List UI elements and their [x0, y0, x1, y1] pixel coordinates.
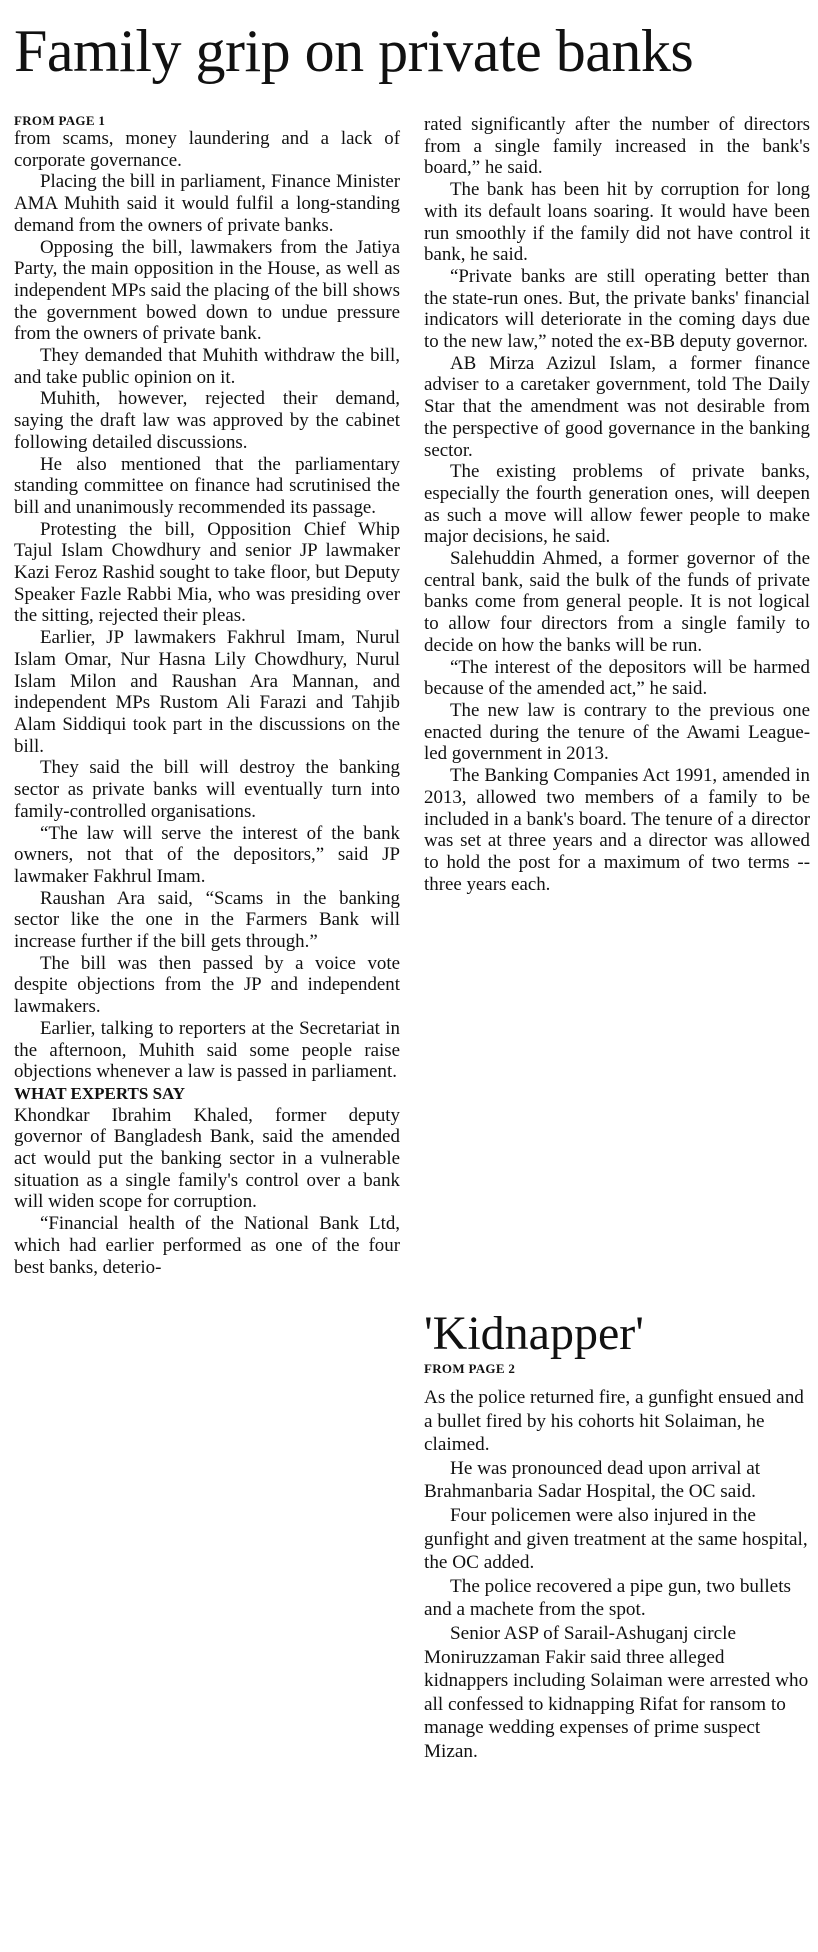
kidnapper-headline: 'Kidnapper' — [424, 1307, 644, 1360]
story-paragraph: from scams, money laundering and a lack of corporate governance. — [14, 128, 400, 171]
story-paragraph: Salehuddin Ahmed, a former governor of the central bank, said the bulk of the funds of private banks come from general people. It is not logical to allow four directors from a single family to decide on how the banks will be run. — [424, 548, 810, 656]
story-paragraph: Senior ASP of Sarail-Ashuganj circle Moniruzzaman Fakir said three alleged kidnappers including Solaiman were arrested who all confessed to kidnapping Rifat for ransom to manage wedding expenses of prime suspect Mizan. — [424, 1622, 809, 1762]
story-paragraph: “The interest of the depositors will be harmed because of the amended act,” he said. — [424, 656, 810, 700]
story-paragraph: Raushan Ara said, “Scams in the banking sector like the one in the Farmers Bank will increase further if the bill gets through.” — [14, 887, 400, 953]
main-story-left-column — [14, 114, 400, 1278]
story-paragraph: Muhith, however, rejected their demand, saying the draft law was approved by the cabinet following detailed discussions. — [14, 388, 400, 453]
story-paragraph: The bill was then passed by a voice vote despite objections from the JP and independent lawmakers. — [14, 952, 400, 1018]
story-paragraph: rated significantly after the number of directors from a single family increased in the bank's board,” he said. — [424, 114, 810, 179]
story-paragraph: They demanded that Muhith withdraw the bill, and take public opinion on it. — [14, 345, 400, 388]
story-paragraph: Placing the bill in parliament, Finance Minister AMA Muhith said it would fulfil a long-standing demand from the owners of private banks. — [14, 171, 400, 236]
kidnapper-story — [424, 1306, 810, 1764]
story-paragraph: The police recovered a pipe gun, two bullets and a machete from the spot. — [424, 1575, 791, 1621]
story-paragraph: “Private banks are still operating better than the state-run ones. But, the private banks' financial indicators will deteriorate in the coming days due to the new law,” noted the ex-BB deputy governor. — [424, 265, 810, 353]
main-story-kicker: FROM PAGE 1 — [14, 113, 106, 128]
kidnapper-kicker: FROM PAGE 2 — [424, 1361, 516, 1376]
story-paragraph: AB Mirza Azizul Islam, a former finance adviser to a caretaker government, told The Daily Star that the amendment was not desirable from the perspective of good governance in the banking sector. — [424, 352, 810, 461]
story-paragraph: The Banking Companies Act 1991, amended in 2013, allowed two members of a family to be included in a bank's board. The tenure of a director was set at three years and a director was allowed to hold the post for a maximum of two terms -- three years each. — [424, 765, 810, 895]
story-paragraph: Earlier, talking to reporters at the Secretariat in the afternoon, Muhith said some people raise objections whenever a law is passed in parliament. — [14, 1017, 400, 1083]
headline: Family grip on private banks — [14, 18, 694, 84]
story-paragraph: As the police returned fire, a gunfight ensued and a bullet fired by his cohorts hit Solaiman, he claimed. — [424, 1387, 804, 1456]
story-paragraph: Opposing the bill, lawmakers from the Jatiya Party, the main opposition in the House, as well as independent MPs said the placing of the bill shows the government bowed down to undue pressure from the owners of private bank. — [14, 236, 400, 345]
kidnapper-body — [424, 1386, 810, 1764]
section-subhead: WHAT EXPERTS SAY — [14, 1083, 186, 1103]
story-paragraph: They said the bill will destroy the banking sector as private banks will eventually turn into family-controlled organisations. — [14, 757, 400, 822]
story-paragraph: Protesting the bill, Opposition Chief Whip Tajul Islam Chowdhury and senior JP lawmaker Kazi Feroz Rashid sought to take floor, but Deputy Speaker Fazle Rabbi Mia, who was presiding over the sitting, rejected their pleas. — [14, 518, 400, 627]
story-paragraph: “The law will serve the interest of the bank owners, not that of the depositors,” said JP lawmaker Fakhrul Imam. — [14, 822, 400, 887]
story-paragraph: Four policemen were also injured in the gunfight and given treatment at the same hospital, the OC added. — [424, 1504, 808, 1574]
story-paragraph: Earlier, JP lawmakers Fakhrul Imam, Nurul Islam Omar, Nur Hasna Lily Chowdhury, Nurul Islam Milon and Raushan Ara Mannan, and independent MPs Rustom Ali Farazi and Tahjib Alam Siddiqui took part in the discussions on the bill. — [14, 627, 400, 757]
story-paragraph: He also mentioned that the parliamentary standing committee on finance had scrutinised the bill and unanimously recommended its passage. — [14, 453, 400, 518]
story-paragraph: The existing problems of private banks, especially the fourth generation ones, will deepen as such a move will allow fewer people to make major decisions, he said. — [424, 461, 810, 548]
story-paragraph: The new law is contrary to the previous one enacted during the tenure of the Awami League-led government in 2013. — [424, 699, 810, 765]
story-paragraph: He was pronounced dead upon arrival at Brahmanbaria Sadar Hospital, the OC said. — [424, 1457, 761, 1503]
main-story-right-column — [424, 114, 810, 895]
story-paragraph: Khondkar Ibrahim Khaled, former deputy governor of Bangladesh Bank, said the amended act would put the banking sector in a vulnerable situation as a single family's control over a bank will widen scope for corruption. — [14, 1104, 400, 1213]
story-paragraph: “Financial health of the National Bank Ltd, which had earlier performed as one of the four best banks, deterio- — [14, 1213, 400, 1278]
story-paragraph: The bank has been hit by corruption for long with its default loans soaring. It would have been run smoothly if the family did not have control it bank, he said. — [424, 179, 810, 266]
